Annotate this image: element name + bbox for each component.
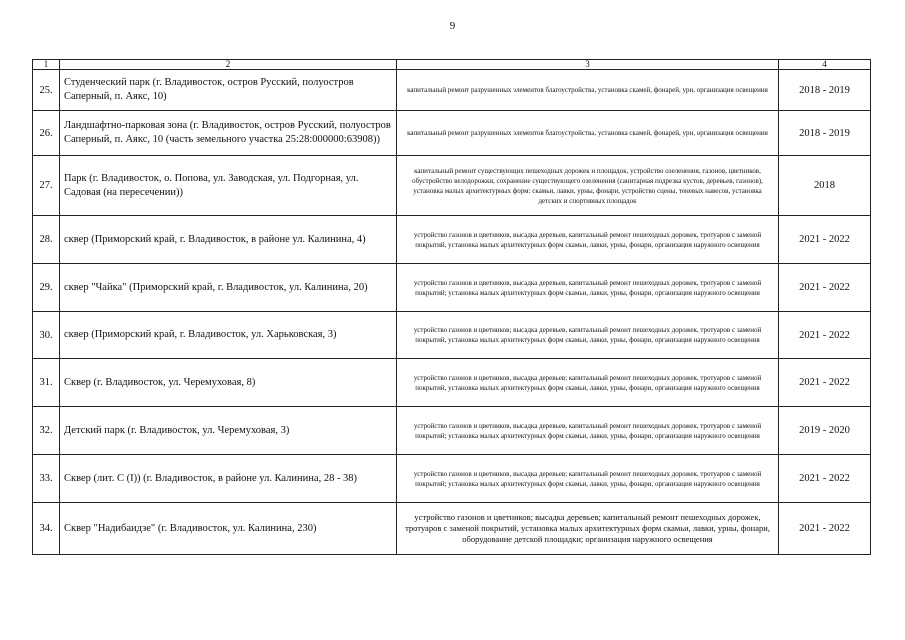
works-description: устройство газонов и цветников, высадка деревьев; капитальный ремонт пешеходных дорожек, тротуаров с заменой покрытий; установка малых архитектурных форм скамьи, лавки, урны, фонари, организация наружного освещения — [397, 455, 779, 503]
implementation-years: 2018 — [779, 156, 871, 216]
row-number: 34. — [33, 503, 60, 555]
object-name: Сквер (г. Владивосток, ул. Черемуховая, 8) — [60, 359, 397, 407]
object-name: сквер (Приморский край, г. Владивосток, в районе ул. Калинина, 4) — [60, 216, 397, 264]
table-row — [33, 503, 871, 555]
table-row — [33, 156, 871, 216]
registry-table — [32, 59, 871, 555]
object-name: Парк (г. Владивосток, о. Попова, ул. Заводская, ул. Подгорная, ул. Садовая (на пересечении)) — [60, 156, 397, 216]
table-row — [33, 216, 871, 264]
implementation-years: 2018 - 2019 — [779, 70, 871, 111]
page-number: 9 — [449, 20, 456, 32]
implementation-years: 2021 - 2022 — [779, 503, 871, 555]
implementation-years: 2021 - 2022 — [779, 455, 871, 503]
row-number: 29. — [33, 264, 60, 312]
works-description: устройство газонов и цветников; высадка деревьев, капитальный ремонт пешеходных дорожек, тротуаров с заменой покрытий, установка малых архитектурных форм скамьи, лавки, урны, фонари, организация наружного освещения — [397, 312, 779, 359]
works-description: устройство газонов и цветников, высадка деревьев; капитальный ремонт пешеходных дорожек, тротуаров с заменой покрытий, установка малых архитектурных форм скамьи, лавки, урны, фонари, организация наружного освещения — [397, 359, 779, 407]
object-name: Ландшафтно-парковая зона (г. Владивосток, остров Русский, полуостров Саперный, п. Аякс, 10 (часть земельного участка 25:28:000000:63908)) — [60, 111, 397, 156]
row-number: 32. — [33, 407, 60, 455]
implementation-years: 2021 - 2022 — [779, 359, 871, 407]
works-description: устройство газонов и цветников; высадка деревьев; капитальный ремонт пешеходных дорожек, тротуаров с заменой покрытий, установка малых архитектурных форм скамьи, лавки, урны, фонари, оборудование детской площадки; организация наружного освещения — [397, 503, 779, 555]
object-name: Детский парк (г. Владивосток, ул. Черемуховая, 3) — [60, 407, 397, 455]
implementation-years: 2021 - 2022 — [779, 312, 871, 359]
header-col-1: 1 — [33, 60, 60, 70]
implementation-years: 2018 - 2019 — [779, 111, 871, 156]
row-number: 26. — [33, 111, 60, 156]
header-col-4: 4 — [779, 60, 871, 70]
header-row — [33, 60, 871, 70]
table-row — [33, 264, 871, 312]
works-description: устройство газонов и цветников, высадка деревьев, капитальный ремонт пешеходных дорожек, тротуаров с заменой покрытий; установка малых архитектурных форм скамьи, лавки, урны, фонари, организация наружного освещения — [397, 264, 779, 312]
works-description: капитальный ремонт существующих пешеходных дорожек и площадок, устройство озеленения, газонов, цветников, обустройство велодорожки, сохранение существующего озеленения (санитарная подрезка кустов, деревьев, газонов), установка малых архитектурных форм: скамьи, лавки, урны, фонари, устройство сцены, теневых навесов, установка детских и спортивных площадок — [397, 156, 779, 216]
row-number: 28. — [33, 216, 60, 264]
header-col-2: 2 — [60, 60, 397, 70]
table-row — [33, 455, 871, 503]
works-description: капитальный ремонт разрушенных элементов благоустройства, установка скамей, фонарей, урн, организация освещения — [397, 111, 779, 156]
row-number: 30. — [33, 312, 60, 359]
object-name: Студенческий парк (г. Владивосток, остров Русский, полуостров Саперный, п. Аякс, 10) — [60, 70, 397, 111]
table-row — [33, 111, 871, 156]
row-number: 27. — [33, 156, 60, 216]
works-description: устройство газонов и цветников, высадка деревьев, капитальный ремонт пешеходных дорожек, тротуаров с заменой покрытий, установка малых архитектурных форм скамьи, лавки, урны, фонари, организация наружного освещения — [397, 216, 779, 264]
table-row — [33, 407, 871, 455]
implementation-years: 2019 - 2020 — [779, 407, 871, 455]
table-row — [33, 70, 871, 111]
works-description: капитальный ремонт разрушенных элементов благоустройства, установка скамей, фонарей, урн, организация освещения — [397, 70, 779, 111]
row-number: 31. — [33, 359, 60, 407]
object-name: сквер (Приморский край, г. Владивосток, ул. Харьковская, 3) — [60, 312, 397, 359]
implementation-years: 2021 - 2022 — [779, 216, 871, 264]
object-name: Сквер (лит. С (I)) (г. Владивосток, в районе ул. Калинина, 28 - 38) — [60, 455, 397, 503]
works-description: устройство газонов и цветников, высадка деревьев, капитальный ремонт пешеходных дорожек, тротуаров с заменой покрытий; установка малых архитектурных форм скамьи, лавки, урны, фонари, организация наружного освещения — [397, 407, 779, 455]
implementation-years: 2021 - 2022 — [779, 264, 871, 312]
object-name: сквер "Чайка" (Приморский край, г. Владивосток, ул. Калинина, 20) — [60, 264, 397, 312]
table-row — [33, 312, 871, 359]
object-name: Сквер "Надибаидзе" (г. Владивосток, ул. Калинина, 230) — [60, 503, 397, 555]
row-number: 33. — [33, 455, 60, 503]
table-row — [33, 359, 871, 407]
row-number: 25. — [33, 70, 60, 111]
header-col-3: 3 — [397, 60, 779, 70]
